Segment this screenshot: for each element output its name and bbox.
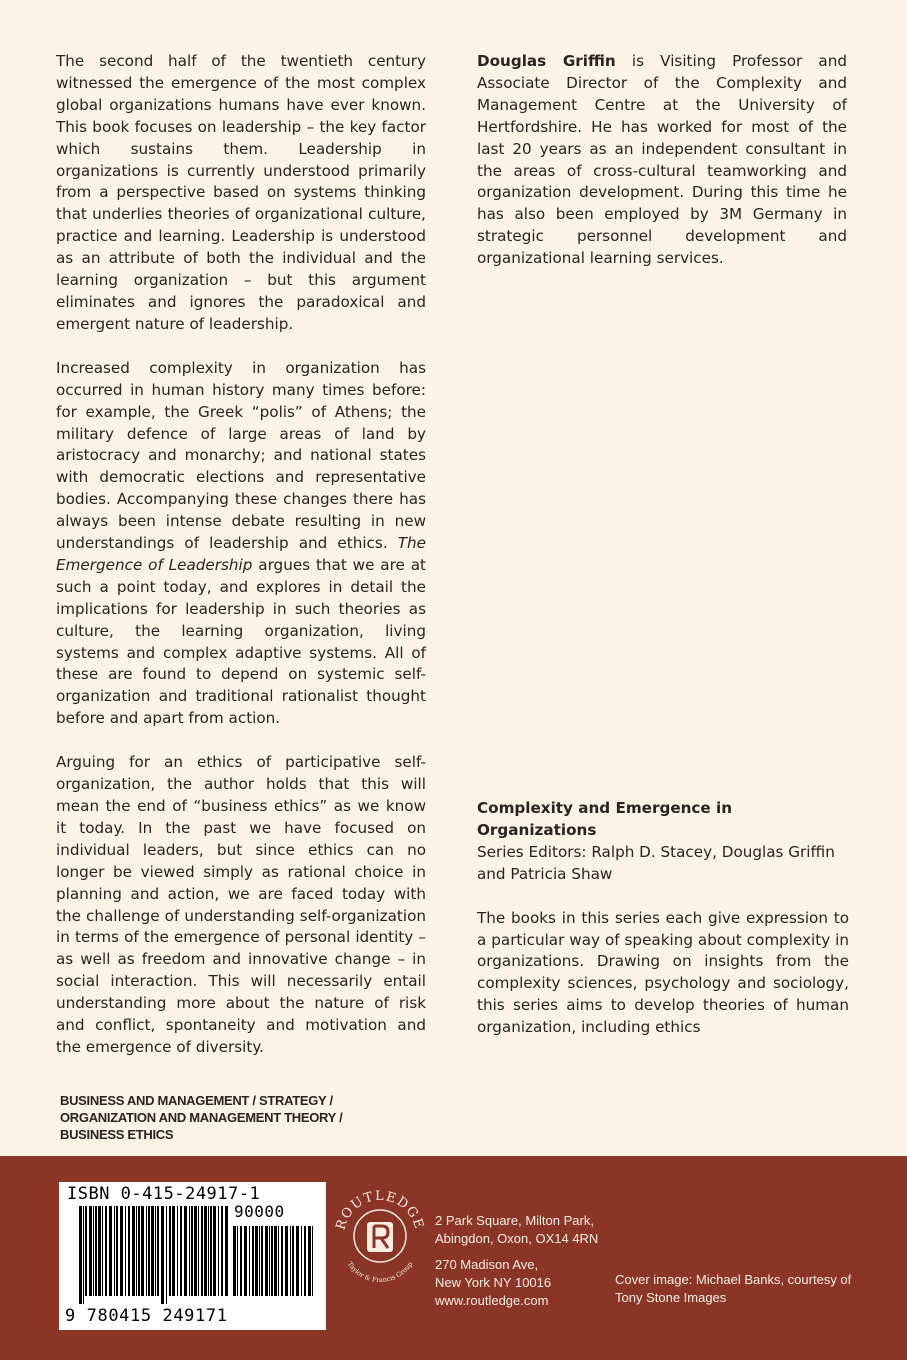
barcode-bar: [83, 1206, 84, 1304]
description-paragraph-2: [56, 358, 426, 730]
barcode-bar: [225, 1206, 228, 1296]
barcode-bar: [255, 1226, 258, 1296]
barcode-bar: [285, 1226, 288, 1296]
subject-line-3: BUSINESS ETHICS: [60, 1127, 174, 1142]
address-us-line-1: 270 Madison Ave,: [435, 1257, 539, 1272]
barcode-bar: [290, 1226, 291, 1296]
barcode-bar: [269, 1226, 270, 1296]
barcode-bar: [221, 1206, 223, 1296]
barcode-bar: [166, 1206, 167, 1304]
barcode-bar: [146, 1206, 147, 1296]
ean-barcode-bars: [79, 1206, 229, 1304]
book-title-italic: The Emergence of Leadership: [56, 534, 426, 574]
barcode-bar: [281, 1226, 283, 1296]
description-paragraph-2-start: Increased complexity in organization has occurred in human history many times before: for example, the Greek “polis” of Athens; the military defence of large areas of land by aristocracy and monarchy; and national states with democratic elections and representative bodies. Accompanying these changes there has always been intense debate resulting in new understandings of leadership and ethics.: [56, 358, 426, 553]
barcode-bar: [261, 1226, 263, 1296]
barcode-bar: [157, 1206, 159, 1296]
description-paragraph-1: The second half of the twentieth century witnessed the emergence of the most complex global organizations humans have ever known. This book focuses on leadership – the key factor which sustains them. Leadership in organizations is currently understood primarily from a perspective based on systems thinking that underlies theories of organizational culture, practice and learning. Leadership is understood as an attribute of both the individual and the learning organization – but this argument eliminates and ignores the paradoxical and emergent nature of leadership.: [56, 52, 426, 333]
publisher-website: www.routledge.com: [435, 1293, 549, 1308]
cover-credit-line-1: Cover image: Michael Banks, courtesy of: [615, 1272, 852, 1287]
barcode-bar: [237, 1226, 238, 1296]
publisher-footer-band: [0, 1156, 907, 1360]
barcode-bar: [95, 1206, 97, 1296]
barcode-bar: [184, 1206, 187, 1296]
cover-credit: [615, 1271, 851, 1307]
barcode-bar: [109, 1206, 112, 1296]
barcode-bar: [172, 1206, 175, 1296]
barcode-bar: [161, 1206, 164, 1304]
barcode-bar: [189, 1206, 190, 1296]
barcode-bar: [191, 1206, 193, 1296]
author-bio-text: is Visiting Professor and Associate Director of the Complexity and Management Centre at the University of Hertfordshire. He has worked for most of the last 20 years as an independent consultant in the areas of cross-cultural teamworking and organization development. During this time he has also been employed by 3M Germany in strategic personnel development and organizational learning services.: [477, 52, 847, 268]
barcode-bar: [93, 1206, 94, 1296]
isbn-barcode: [59, 1182, 326, 1330]
barcode-bar: [79, 1206, 82, 1304]
barcode-bar: [194, 1206, 197, 1296]
series-editors: Series Editors: Ralph D. Stacey, Douglas Griffin and Patricia Shaw: [477, 842, 835, 883]
ean-number: 9 780415 249171: [65, 1306, 228, 1326]
barcode-bar: [252, 1226, 254, 1296]
barcode-bar: [169, 1206, 171, 1296]
addon-number: 90000: [234, 1202, 285, 1221]
barcode-bar: [155, 1206, 156, 1296]
barcode-bar: [98, 1206, 101, 1296]
address-uk-line-2: Abingdon, Oxon, OX14 4RN: [435, 1231, 599, 1246]
series-description: The books in this series each give expression to a particular way of speaking about complexity in organizations. Drawing on insights from the complexity sciences, psychology and sociology, this series aims to develop theories of human organization, including ethics: [477, 908, 849, 1037]
barcode-bar: [89, 1206, 92, 1296]
back-cover-description: [56, 51, 426, 1081]
barcode-bar: [312, 1226, 313, 1296]
barcode-bar: [180, 1206, 182, 1296]
svg-text:Taylor & Francis Group: [346, 1260, 414, 1284]
isbn-label: ISBN 0-415-24917-1: [67, 1184, 261, 1204]
barcode-bar: [233, 1226, 236, 1296]
series-title: Complexity and Emergence in Organizations: [477, 799, 733, 839]
author-name: Douglas Griffin: [477, 52, 616, 70]
publisher-address: [435, 1212, 598, 1310]
barcode-bar: [105, 1206, 107, 1296]
logo-text: ROUTLEDGE: [333, 1188, 427, 1232]
barcode-bar: [208, 1206, 209, 1296]
barcode-bar: [278, 1226, 279, 1296]
cover-credit-line-2: Tony Stone Images: [615, 1290, 727, 1305]
barcode-bar: [265, 1226, 268, 1296]
barcode-bar: [138, 1206, 140, 1296]
subject-categories: [60, 1092, 460, 1143]
barcode-bar: [308, 1226, 311, 1296]
description-paragraph-3: Arguing for an ethics of participative self-organization, the author holds that this will mean the end of “business ethics” as we know it today. In the past we have focused on individual leaders, but since ethics can no longer be viewed simply as rational choice in planning and action, we are faced today with the challenge of understanding self-organization in terms of the emergence of personal identity – as well as freedom and innovative change – in social interaction. This will necessarily entail understanding more about the nature of risk and conflict, spontaneity and motivation and the emergence of diversity.: [56, 753, 426, 1056]
barcode-bar: [240, 1226, 242, 1296]
barcode-bar: [204, 1206, 207, 1296]
barcode-bar: [85, 1206, 87, 1296]
barcode-bar: [271, 1226, 273, 1296]
barcode-bar: [141, 1206, 144, 1296]
barcode-bar: [296, 1226, 299, 1296]
barcode-bar: [198, 1206, 199, 1296]
barcode-bar: [244, 1226, 247, 1296]
barcode-bar: [218, 1206, 219, 1296]
barcode-bar: [151, 1206, 154, 1296]
routledge-logo-icon: [330, 1184, 430, 1284]
barcode-bar: [114, 1206, 115, 1296]
address-uk-line-1: 2 Park Square, Milton Park,: [435, 1213, 594, 1228]
barcode-bar: [116, 1206, 118, 1296]
author-bio: [477, 51, 847, 270]
barcode-bar: [210, 1206, 212, 1296]
barcode-bar: [102, 1206, 103, 1296]
barcode-bar: [136, 1206, 137, 1296]
barcode-bar: [259, 1226, 260, 1296]
logo-subtext: Taylor & Francis Group: [345, 1260, 415, 1284]
barcode-bar: [177, 1206, 178, 1296]
barcode-bar: [274, 1226, 277, 1296]
barcode-bar: [304, 1226, 306, 1296]
series-info: [477, 798, 849, 1039]
barcode-bar: [301, 1226, 302, 1296]
barcode-bar: [128, 1206, 130, 1296]
barcode-bar: [213, 1206, 216, 1296]
barcode-bar: [132, 1206, 135, 1296]
barcode-bar: [201, 1206, 203, 1296]
barcode-bar: [148, 1206, 150, 1296]
subject-line-2: ORGANIZATION AND MANAGEMENT THEORY /: [60, 1110, 343, 1125]
subject-line-1: BUSINESS AND MANAGEMENT / STRATEGY /: [60, 1093, 333, 1108]
barcode-bar: [249, 1226, 250, 1296]
barcode-bar: [292, 1226, 294, 1296]
address-us-line-2: New York NY 10016: [435, 1275, 552, 1290]
barcode-bar: [125, 1206, 126, 1296]
addon-barcode-bars: [233, 1226, 315, 1304]
description-paragraph-2-end: argues that we are at such a point today, and explores in detail the implications for leadership in such theories as culture, the learning organization, living systems and complex adaptive systems. All of these are found to depend on systemic self-organization and traditional rationalist thought before and apart from action.: [56, 555, 426, 728]
barcode-bar: [120, 1206, 123, 1296]
